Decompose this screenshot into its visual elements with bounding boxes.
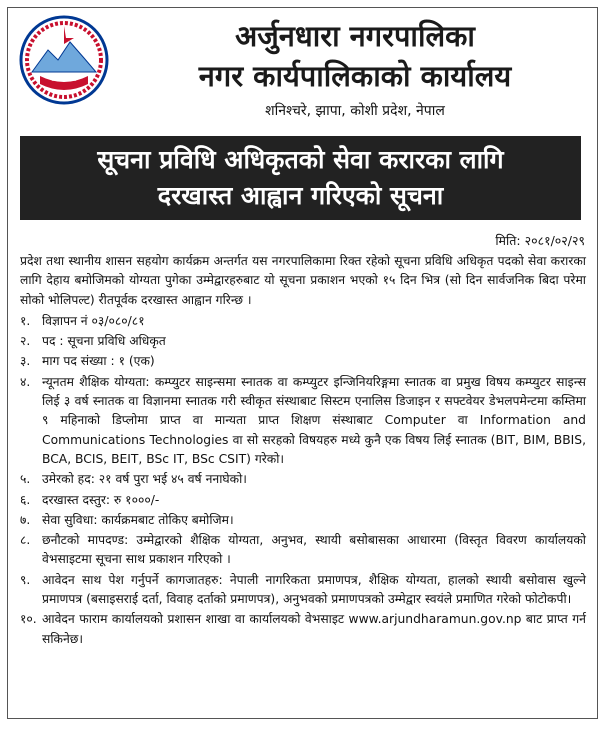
list-item-text: उमेरको हद: २१ वर्ष पुरा भई ४५ वर्ष ननाघेको। <box>42 472 247 487</box>
office-address: शनिश्चरे, झापा, कोशी प्रदेश, नेपाल <box>265 103 445 119</box>
list-item-text: माग पद संख्या : १ (एक) <box>42 354 155 369</box>
list-item-number: ४. <box>20 374 31 389</box>
list-item-number: ८. <box>20 533 31 548</box>
list-item <box>20 491 586 510</box>
list-item-number: १. <box>20 313 31 328</box>
list-item <box>20 610 586 649</box>
list-item-text: दरखास्त दस्तुर: रु १०००/- <box>42 492 160 507</box>
list-item-number: ६. <box>20 492 31 507</box>
notice-date: मिति: २०८१/०२/२९ <box>495 233 585 248</box>
notice-title-line2: दरखास्त आह्वान गरिएको सूचना <box>157 181 444 210</box>
list-item-text: न्यूनतम शैक्षिक योग्यता: कम्प्युटर साइन्समा स्नातक वा कम्प्युटर इन्जिनियरिङ्गमा स्नातक वा प्रमुख विषय कम्प्युटर साइन्स लिई ३ वर्ष स्नातक वा विज्ञानमा स्नातक गरी स्वीकृत संस्थाबाट सिस्टम एनालिस डिजाइन र सफ्टवेयर डेभलपमेन्टमा कम्तिमा ९ महिनाको डिप्लोमा प्राप्त वा मान्यता प्राप्त शिक्षण संस्थाबाट Computer वा Information and Communications Technologies वा सो सरहको विषयहरु मध्ये कुनै एक विषय लिई स्नातक (BIT, BIM, BBIS, BCA, BCIS, BEIT, BSc IT, BSc CSIT) गरेको। <box>42 374 586 466</box>
list-item-number: ९. <box>20 572 31 587</box>
list-item <box>20 332 586 351</box>
list-item <box>20 373 586 469</box>
list-item <box>20 470 586 489</box>
list-item-number: ३. <box>20 354 31 369</box>
list-item-text: आवेदन फाराम कार्यालयको प्रशासन शाखा वा कार्यालयको वेभसाइट www.arjundharamun.gov.np बाट प्राप्त गर्न सकिनेछ। <box>42 612 586 646</box>
list-item <box>20 531 586 570</box>
requirements-list <box>20 312 586 649</box>
list-item-text: आवेदन साथ पेश गर्नुपर्ने कागजातहरु: नेपाली नागरिकता प्रमाणपत्र, शैक्षिक योग्यता, हालको स्थायी बसोवास खुल्ने प्रमाणपत्र (बसाइसराई दर्ता, विवाह दर्ताको प्रमाणपत्र), अनुभवको प्रमाणपत्रको उम्मेद्वार स्वयंले प्रमाणित गरेको फोटोकपी। <box>42 572 586 607</box>
list-item <box>20 511 586 530</box>
nepal-government-emblem-icon <box>18 14 110 106</box>
list-item <box>20 352 586 371</box>
list-item <box>20 571 586 610</box>
list-item-text: पद : सूचना प्रविधि अधिकृत <box>42 334 166 349</box>
notice-title-line1: सूचना प्रविधि अधिकृतको सेवा करारका लागि <box>97 145 504 174</box>
list-item-text: छनौटको मापदण्ड: उम्मेद्वारको शैक्षिक योग्यता, अनुभव, स्थायी बसोबासका आधारमा (विस्तृत विवरण कार्यालयको वेभसाइटमा सूचना साथ प्रकाशन गरिएको । <box>42 533 586 567</box>
list-item-text: विज्ञापन नं ०३/०८०/८१ <box>42 313 145 328</box>
municipality-name: अर्जुनधारा नगरपालिका <box>235 19 475 53</box>
list-item-number: ५. <box>20 472 31 487</box>
intro-paragraph: प्रदेश तथा स्थानीय शासन सहयोग कार्यक्रम अन्तर्गत यस नगरपालिकामा रिक्त रहेको सूचना प्रविधि अधिकृत पदको सेवा करारका लागि देहाय बमोजिमको योग्यता पुगेका उम्मेद्वारहरुबाट यो सूचना प्रकाशन भएको १५ दिन भित्र (सो दिन सार्वजनिक बिदा परेमा सोको भोलिपल्ट) रीतपूर्वक दरखास्त आह्वान गरिन्छ । <box>20 254 586 307</box>
list-item-text: सेवा सुविधा: कार्यक्रमबाट तोकिए बमोजिम। <box>42 512 234 527</box>
list-item <box>20 312 586 331</box>
office-name: नगर कार्यपालिकाको कार्यालय <box>198 59 512 93</box>
list-item-number: १०. <box>20 612 37 627</box>
notice-body <box>20 252 586 650</box>
list-item-number: २. <box>20 334 31 349</box>
list-item-number: ७. <box>20 512 31 527</box>
notice-title-banner <box>20 136 581 220</box>
